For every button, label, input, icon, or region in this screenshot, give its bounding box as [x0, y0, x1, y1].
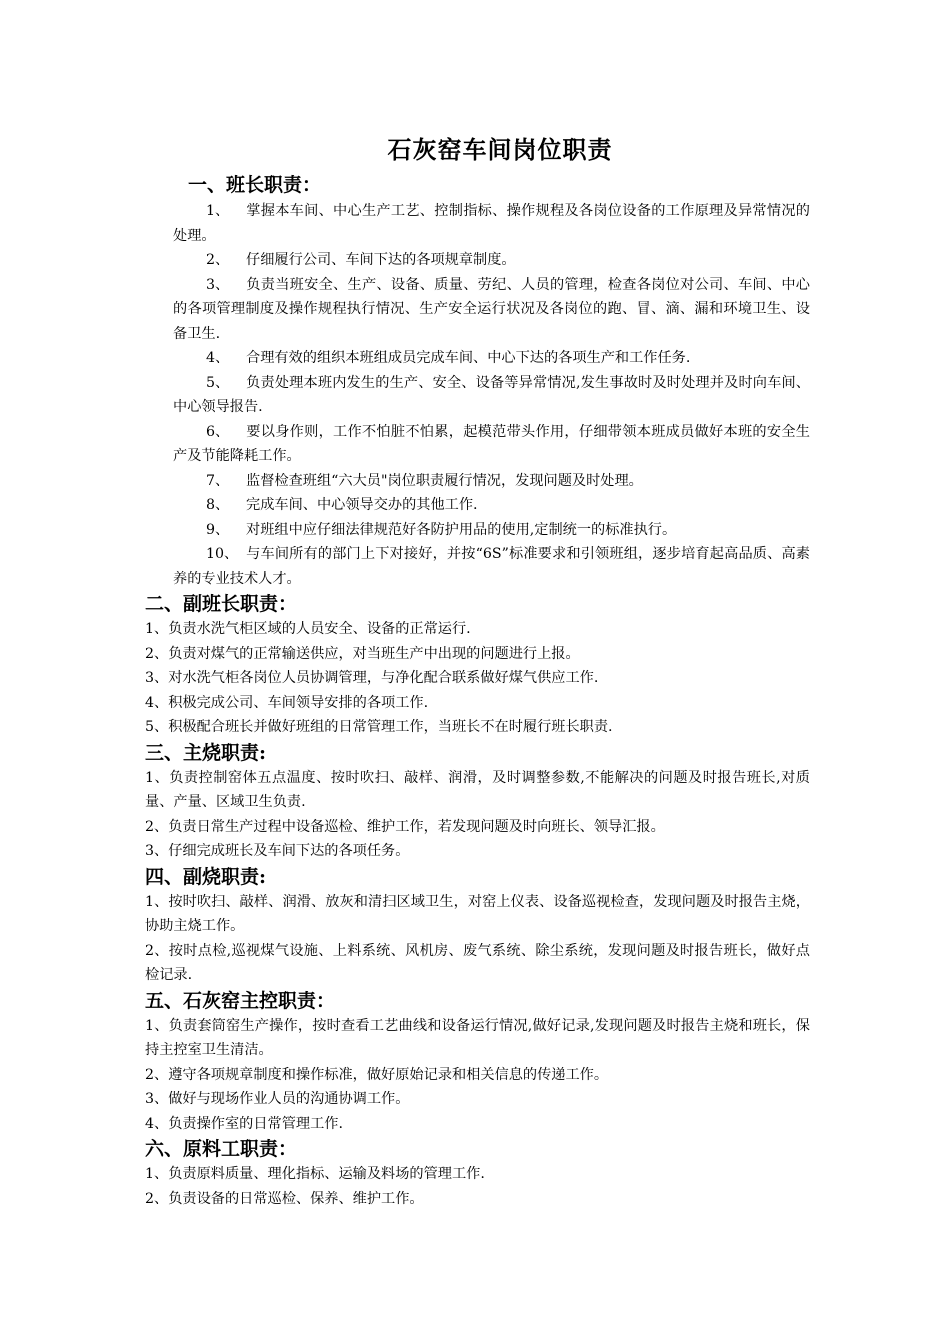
item-number: 8、 [206, 497, 230, 513]
section-heading: 六、原料工职责： [145, 1138, 298, 1160]
list-item: 3、做好与现场作业人员的沟通协调工作。 [145, 1091, 410, 1107]
list-item: 3、对水洗气柜各岗位人员协调管理，与净化配合联系做好煤气供应工作. [145, 670, 599, 686]
section-kiln-control [145, 988, 810, 1137]
section-heading: 四、副烧职责: [145, 865, 267, 888]
list-item [145, 518, 810, 543]
list-item [145, 542, 810, 591]
item-number: 4、 [206, 350, 230, 366]
list-item [145, 273, 810, 347]
section-chief-burner [145, 740, 810, 864]
list-item: 2、按时点检,巡视煤气设施、上料系统、风机房、废气系统、除尘系统，发现问题及时报告班长，做好点检记录. [145, 942, 810, 983]
item-text: 对班组中应仔细法律规范好各防护用品的使用,定制统一的标准执行。 [246, 521, 677, 538]
item-text: 仔细履行公司、车间下达的各项规章制度。 [246, 252, 516, 268]
item-text: 合理有效的组织本班组成员完成车间、中心下达的各项生产和工作任务. [246, 350, 691, 366]
list-item: 2、负责设备的日常巡检、保养、维护工作。 [145, 1190, 424, 1207]
list-item: 1、按时吹扫、敲样、润滑、放灰和清扫区域卫生，对窑上仪表、设备巡视检查，发现问题及时报告主烧，协助主烧工作。 [145, 893, 810, 934]
section-raw-material [145, 1136, 810, 1211]
section-monitor [145, 172, 810, 591]
list-item: 2、负责日常生产过程中设备巡检、维护工作，若发现问题及时向班长、领导汇报。 [145, 818, 665, 835]
item-number: 3、 [206, 276, 230, 293]
list-item [145, 469, 810, 494]
item-number: 1、 [206, 203, 230, 219]
item-text: 完成车间、中心领导交办的其他工作. [246, 497, 478, 513]
list-item: 4、积极完成公司、车间领导安排的各项工作. [145, 694, 429, 711]
list-item: 1、负责水洗气柜区域的人员安全、设备的正常运行. [145, 621, 471, 637]
list-item [145, 420, 810, 469]
list-item: 4、负责操作室的日常管理工作. [145, 1115, 343, 1132]
item-number: 2、 [206, 252, 230, 268]
item-text: 要以身作则，工作不怕脏不怕累，起模范带头作用，仔细带领本班成员做好本班的安全生产及节能降耗工作。 [173, 423, 810, 464]
list-item [145, 199, 810, 248]
list-item: 5、积极配合班长并做好班组的日常管理工作，当班长不在时履行班长职责. [145, 719, 613, 735]
list-item [145, 346, 810, 371]
section-deputy-monitor [145, 591, 810, 740]
list-item: 1、负责控制窑体五点温度、按时吹扫、敲样、润滑，及时调整参数,不能解决的问题及时报告班长,对质量、产量、区域卫生负责. [145, 769, 810, 810]
item-number: 6、 [206, 423, 230, 440]
section-assistant-burner [145, 864, 810, 988]
section-heading: 五、石灰窑主控职责： [145, 989, 336, 1012]
list-item: 1、负责原料质量、理化指标、运输及料场的管理工作. [145, 1166, 485, 1182]
item-number: 9、 [206, 521, 230, 538]
section-heading: 三、主烧职责: [145, 741, 267, 764]
list-item [145, 371, 810, 420]
item-text: 掌握本车间、中心生产工艺、控制指标、操作规程及各岗位设备的工作原理及异常情况的处理。 [173, 203, 810, 244]
list-item [145, 493, 810, 518]
section-heading: 二、副班长职责： [145, 593, 298, 615]
item-text: 负责处理本班内发生的生产、安全、设备等异常情况,发生事故时及时处理并及时向车间、中心领导报告. [173, 374, 810, 415]
item-number: 10、 [206, 546, 239, 562]
item-text: 负责当班安全、生产、设备、质量、劳纪、人员的管理，检查各岗位对公司、车间、中心的各项管理制度及操作规程执行情况、生产安全运行状况及各岗位的跑、冒、滴、漏和环境卫生、设备卫生. [173, 276, 810, 342]
list-item: 2、负责对煤气的正常输送供应，对当班生产中出现的问题进行上报。 [145, 645, 580, 662]
section-heading: 一、班长职责： [188, 174, 322, 196]
list-item [145, 248, 810, 273]
item-number: 7、 [206, 472, 230, 489]
list-item: 2、遵守各项规章制度和操作标准，做好原始记录和相关信息的传递工作。 [145, 1066, 609, 1083]
item-text: 监督检查班组“六大员"岗位职责履行情况，发现问题及时处理。 [246, 472, 643, 489]
item-text: 与车间所有的部门上下对接好，并按“6S”标准要求和引领班组，逐步培育起高品质、高素养的专业技术人才。 [173, 546, 810, 587]
document-title: 石灰窑车间岗位职责 [387, 135, 613, 164]
item-number: 5、 [206, 374, 230, 391]
list-item: 3、仔细完成班长及车间下达的各项任务。 [145, 843, 410, 859]
list-item: 1、负责套筒窑生产操作，按时查看工艺曲线和设备运行情况,做好记录,发现问题及时报告主烧和班长，保持主控室卫生清洁。 [145, 1017, 810, 1058]
document-body [145, 172, 810, 1211]
